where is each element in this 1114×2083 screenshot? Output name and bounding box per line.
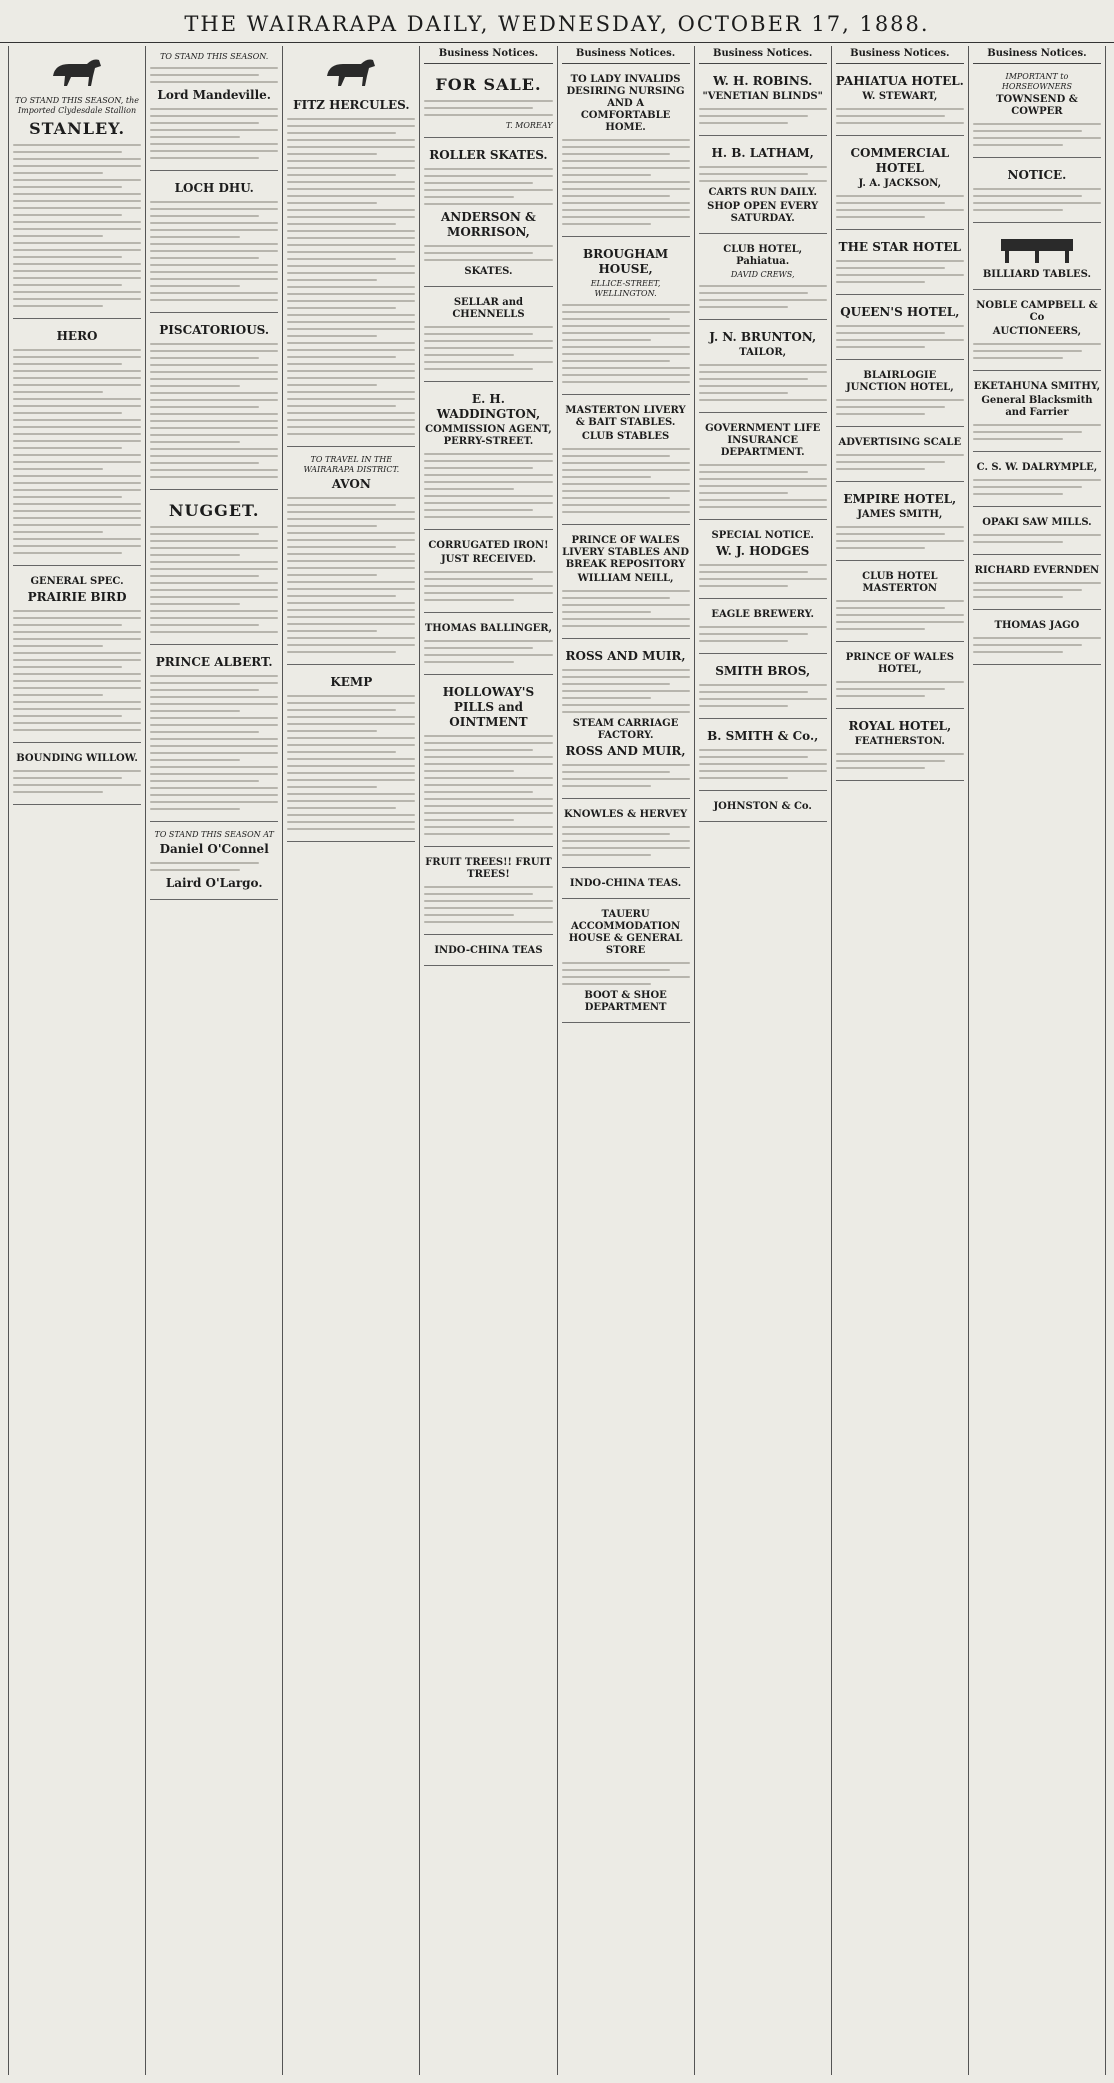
ad-special-notice (699, 524, 827, 599)
ad-subtitle: WILLIAM NEILL, (577, 572, 674, 584)
ad-pahiatua-hotel (836, 68, 964, 136)
ad-government-insurance (699, 417, 827, 520)
ad-title: THOMAS BALLINGER, (424, 623, 553, 634)
ad-title: RICHARD EVERNDEN (974, 564, 1100, 576)
ad-robins (699, 68, 827, 136)
column-1 (9, 46, 146, 2075)
ad-eketahuna-smithy (973, 375, 1101, 452)
ad-stanley (13, 92, 141, 319)
ad-title: KEMP (330, 675, 373, 689)
ad-commercial-hotel (836, 140, 964, 230)
ad-subtitle: TAILOR, (739, 346, 787, 358)
ad-pretext: TO STAND THIS SEASON AT (154, 830, 274, 839)
ad-title: NOTICE. (1007, 167, 1067, 182)
ad-club-hotel-pahiatua (699, 238, 827, 320)
column-7 (832, 46, 969, 2075)
ad-eagle-brewery (699, 603, 827, 654)
ad-title: BOUNDING WILLOW. (16, 753, 138, 764)
ad-title: THE STAR HOTEL (838, 239, 961, 254)
ad-title: MASTERTON LIVERY & BAIT STABLES. (565, 404, 686, 428)
ad-title: CLUB HOTEL, Pahiatua. (723, 243, 803, 267)
ad-avon (287, 451, 415, 665)
ad-subtitle: CARTS RUN DAILY. (708, 186, 817, 198)
ad-prairie-bird (13, 570, 141, 743)
ad-title: OPAKI SAW MILLS. (982, 516, 1092, 528)
column-2 (146, 46, 283, 2075)
ad-club-stables (562, 399, 690, 525)
ad-lady-invalids (562, 68, 690, 237)
ad-title: J. N. BRUNTON, (709, 329, 817, 344)
ad-star-hotel (836, 234, 964, 295)
ad-title: H. B. LATHAM, (711, 145, 814, 160)
ad-corrugated-iron (424, 534, 552, 613)
ad-title: GOVERNMENT LIFE INSURANCE DEPARTMENT. (705, 422, 821, 458)
ad-signature: T. MOREAY (505, 120, 553, 130)
masthead (0, 8, 1114, 43)
ad-piscatorious (150, 317, 278, 490)
column-4 (420, 46, 557, 2075)
ad-title: SELLAR and CHENNELLS (452, 297, 525, 320)
ad-for-sale (424, 68, 552, 139)
ad-title: AVON (331, 477, 371, 491)
ad-advertising-scale (836, 431, 964, 482)
ad-title-2: ANDERSON & MORRISON, (440, 210, 536, 239)
ad-title-2: Laird O'Largo. (165, 876, 263, 890)
ad-daniel-oconnel (150, 826, 278, 900)
ad-subtitle: CLUB STABLES (581, 430, 670, 442)
ad-title: EAGLE BREWERY. (711, 608, 814, 620)
ad-richard-evernden (973, 559, 1101, 610)
column-8 (969, 46, 1106, 2075)
ad-dalrymple (973, 456, 1101, 507)
ad-ross-and-muir (562, 643, 690, 799)
ad-title: THOMAS JAGO (994, 619, 1080, 631)
column-6 (695, 46, 832, 2075)
ad-title: Lord Mandeville. (157, 88, 271, 102)
ad-bounding-willow (13, 747, 141, 805)
ad-title: PAHIATUA HOTEL. (835, 73, 964, 88)
ad-title: PRINCE OF WALES LIVERY STABLES AND BREAK REPOSITORY (562, 534, 690, 570)
ad-title: PRINCE OF WALES HOTEL, (845, 651, 954, 675)
ad-title: E. H. WADDINGTON, (436, 392, 541, 421)
columns (8, 46, 1106, 2075)
ad-title: SMITH BROS, (715, 663, 811, 678)
ad-title: INDO-CHINA TEAS. (569, 877, 682, 889)
ad-kemp (287, 669, 415, 842)
ad-brunton (699, 324, 827, 413)
ad-subtitle: STEAM CARRIAGE FACTORY. (572, 717, 679, 741)
ad-title: FRUIT TREES!! FRUIT TREES! (425, 857, 552, 880)
ad-nugget (150, 494, 278, 645)
ad-latham (699, 140, 827, 234)
ad-subtitle: W. STEWART, (862, 90, 938, 102)
column-heading: Business Notices. (562, 48, 690, 64)
ad-holloways (424, 679, 552, 847)
ad-title: FITZ HERCULES. (293, 98, 410, 112)
ad-title: STANLEY. (29, 119, 126, 138)
ad-title: EMPIRE HOTEL, (843, 491, 957, 506)
ad-title: ROYAL HOTEL, (848, 718, 952, 733)
ad-title: ROLLER SKATES. (429, 148, 548, 162)
ad-johnston (699, 795, 827, 822)
ad-title: ADVERTISING SCALE (838, 436, 962, 448)
ad-pretext: IMPORTANT to HORSEOWNERS (1001, 71, 1072, 91)
ad-empire-hotel (836, 486, 964, 561)
ad-subtitle: DAVID CREWS, (730, 269, 795, 279)
ad-noble-campbell (973, 294, 1101, 371)
ad-hero (13, 323, 141, 566)
ad-pretext: TO TRAVEL IN THE WAIRARAPA DISTRICT. (303, 455, 400, 474)
ad-subtitle: AUCTIONEERS, (992, 325, 1082, 337)
ad-title: BLAIRLOGIE JUNCTION HOTEL, (845, 369, 954, 393)
ad-title: COMMERCIAL HOTEL (850, 145, 950, 175)
ad-subtitle: General Blacksmith and Farrier (981, 394, 1093, 418)
ad-prince-of-wales-stables (562, 529, 690, 639)
ad-indo-china-teas (424, 939, 552, 966)
ad-title: TOWNSEND & COWPER (996, 93, 1078, 117)
ad-taueru (562, 903, 690, 1023)
ad-title: KNOWLES & HERVEY (563, 808, 688, 820)
ad-lord-mandeville (150, 48, 278, 171)
ad-title: C. S. W. DALRYMPLE, (976, 461, 1098, 473)
ad-title: B. SMITH & Co., (707, 728, 819, 743)
ad-b-smith (699, 723, 827, 791)
ad-sellar-chennells (424, 291, 552, 382)
ad-subtitle-2: SHOP OPEN EVERY SATURDAY. (707, 200, 819, 224)
ad-title: NUGGET. (168, 501, 260, 520)
column-heading: Business Notices. (973, 48, 1101, 64)
ad-pretext: TO STAND THIS SEASON. (160, 52, 269, 61)
ad-blairlogie (836, 364, 964, 427)
ad-townsend-cowper (973, 68, 1101, 158)
ad-subtitle: SKATES. (464, 266, 513, 277)
ad-thomas-jago (973, 614, 1101, 665)
column-heading: Business Notices. (836, 48, 964, 64)
masthead-title: THE WAIRARAPA DAILY, WEDNESDAY, OCTOBER 17, 1888. (184, 12, 930, 36)
column-3 (283, 46, 420, 2075)
ad-billiard-tables (973, 227, 1101, 290)
ad-prince-albert (150, 649, 278, 822)
ad-title: HOLLOWAY'S PILLS and OINTMENT (442, 685, 535, 729)
ad-title-2: ROSS AND MUIR, (565, 743, 686, 758)
ad-title: HERO (56, 329, 98, 343)
ad-title: NOBLE CAMPBELL & Co (976, 299, 1098, 323)
ad-title: QUEEN'S HOTEL, (840, 304, 960, 319)
ad-fruit-trees (424, 851, 552, 935)
ad-title: PRINCE ALBERT. (155, 655, 273, 669)
ad-title: W. H. ROBINS. (713, 73, 813, 88)
ad-thomas-ballinger (424, 617, 552, 675)
ad-subtitle: "VENETIAN BLINDS" (702, 90, 823, 102)
ad-subtitle: COMMISSION AGENT, PERRY-STREET. (425, 424, 552, 447)
ad-title: CLUB HOTEL MASTERTON (862, 570, 938, 594)
ad-title: Daniel O'Connel (159, 842, 269, 856)
ad-club-hotel-masterton (836, 565, 964, 642)
ad-title: PRAIRIE BIRD (27, 590, 127, 604)
ad-subtitle: JAMES SMITH, (857, 508, 943, 520)
ad-title: BILLIARD TABLES. (982, 268, 1092, 280)
ad-subtitle: ELLICE-STREET, WELLINGTON. (590, 278, 661, 298)
ad-queens-hotel (836, 299, 964, 360)
ad-title: JOHNSTON & Co. (713, 800, 812, 812)
ad-title: CORRUGATED IRON! (428, 540, 549, 551)
ad-smith-bros (699, 658, 827, 719)
ad-title: FOR SALE. (435, 74, 542, 94)
ad-brougham-house (562, 241, 690, 395)
horse-icon (47, 52, 107, 88)
ad-title: BROUGHAM HOUSE, (582, 246, 669, 276)
ad-title: EKETAHUNA SMITHY, (973, 380, 1101, 392)
ad-title: TAUERU ACCOMMODATION HOUSE & GENERAL STORE (568, 908, 683, 956)
horse-icon (321, 52, 381, 88)
ad-opaki-saw-mills (973, 511, 1101, 555)
ad-subtitle: GENERAL SPEC. (30, 576, 124, 587)
ad-royal-hotel (836, 713, 964, 781)
ad-subtitle: JUST RECEIVED. (440, 554, 536, 565)
column-heading: Business Notices. (424, 48, 552, 64)
ad-waddington (424, 386, 552, 530)
ad-subtitle: J. A. JACKSON, (858, 177, 942, 189)
ad-knowles-hervey (562, 803, 690, 868)
column-heading: Business Notices. (699, 48, 827, 64)
column-5 (558, 46, 695, 2075)
ad-subtitle: FEATHERSTON. (854, 735, 945, 747)
ad-title: INDO-CHINA TEAS (434, 945, 543, 956)
ad-title: SPECIAL NOTICE. (711, 529, 814, 541)
ad-title: LOCH DHU. (174, 181, 254, 195)
ad-title: ROSS AND MUIR, (565, 648, 686, 663)
ad-notice (973, 162, 1101, 223)
ad-title-2: W. J. HODGES (716, 543, 810, 558)
ad-roller-skates (424, 142, 552, 287)
ad-prince-of-wales-hotel (836, 646, 964, 709)
ad-fitz-hercules (287, 92, 415, 447)
billiard-table-icon (997, 235, 1077, 265)
ad-subtitle: BOOT & SHOE DEPARTMENT (584, 989, 667, 1013)
ad-title: PISCATORIOUS. (159, 323, 270, 337)
ad-indo-china-teas-2 (562, 872, 690, 899)
ad-loch-dhu (150, 175, 278, 313)
ad-title: TO LADY INVALIDS DESIRING NURSING AND A COMFORTABLE HOME. (566, 73, 685, 133)
ad-pretext: TO STAND THIS SEASON, the Imported Clydesdale Stallion (15, 96, 139, 115)
